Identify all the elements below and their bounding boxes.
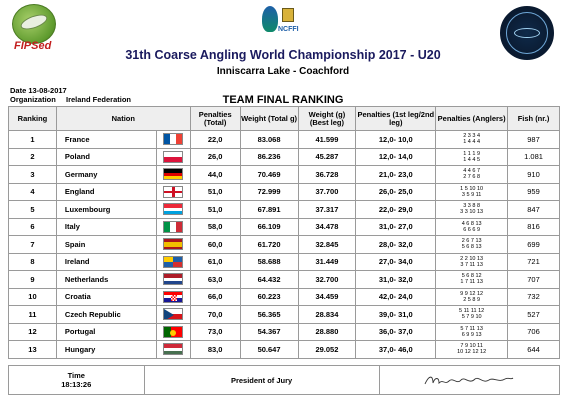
footer [8,365,560,395]
rank-cell: 7 [9,236,57,254]
best-leg-cell: 34.478 [298,218,356,236]
best-leg-cell: 28.880 [298,323,356,341]
best-leg-cell: 45.287 [298,148,356,166]
fish-cell: 644 [508,341,560,359]
legs-cell: 12,0- 10,0 [356,131,436,149]
weight-cell: 86.236 [240,148,298,166]
anglers-cell [436,183,508,201]
penalties-cell: 73,0 [190,323,240,341]
legs-cell: 28,0- 32,0 [356,236,436,254]
anglers-leg1: 2 2 10 13 [460,255,484,262]
anglers-leg2: 2 7 6 8 [463,174,481,181]
best-leg-cell: 31.449 [298,253,356,271]
czech-flag-icon [163,308,183,320]
nation-cell: Netherlands [56,271,156,289]
legs-cell: 31,0- 27,0 [356,218,436,236]
fish-cell: 987 [508,131,560,149]
table-row [9,183,560,201]
ranking-title: TEAM FINAL RANKING [222,94,344,106]
weight-cell: 70.469 [240,166,298,184]
nation-cell: Poland [56,148,156,166]
anglers-leg2: 1 4 4 5 [463,156,481,163]
table-row [9,166,560,184]
best-leg-cell: 34.459 [298,288,356,306]
fish-cell: 721 [508,253,560,271]
time-value: 18:13:26 [61,380,92,389]
germany-flag-icon [163,168,183,180]
fish-cell: 847 [508,201,560,219]
ireland-flag-icon [163,256,183,268]
anglers-leg2: 10 12 12 12 [457,349,487,356]
fish-cell: 527 [508,306,560,324]
jury-label: President of Jury [230,375,293,385]
rank-cell: 11 [9,306,57,324]
anglers-leg1: 4 6 8 13 [461,220,482,227]
nation-cell: Portugal [56,323,156,341]
netherlands-flag-icon [163,273,183,285]
england-flag-icon [163,186,183,198]
legs-cell: 42,0- 24,0 [356,288,436,306]
flag-cell [156,288,190,306]
weight-cell: 58.688 [240,253,298,271]
fish-cell: 706 [508,323,560,341]
col-nation: Nation [56,107,190,131]
anglers-cell [436,341,508,359]
table-header-row [9,107,560,131]
anglers-cell [436,306,508,324]
rank-cell: 5 [9,201,57,219]
anglers-leg1: 2 3 3 4 [463,133,481,140]
weight-cell: 54.367 [240,323,298,341]
rank-cell: 2 [9,148,57,166]
legs-cell: 31,0- 32,0 [356,271,436,289]
col-ranking: Ranking [9,107,57,131]
footer-time [9,366,145,394]
fish-cell: 959 [508,183,560,201]
best-leg-cell: 41.599 [298,131,356,149]
table-row [9,341,560,359]
weight-cell: 64.432 [240,271,298,289]
italy-flag-icon [163,221,183,233]
flag-cell [156,218,190,236]
anglers-leg1: 5 11 11 12 [459,308,485,315]
page-title: 31th Coarse Angling World Championship 2017 - U20 [125,48,441,62]
nation-cell: Czech Republic [56,306,156,324]
rank-cell: 8 [9,253,57,271]
anglers-leg2: 1 7 11 13 [460,279,483,286]
weight-cell: 67.891 [240,201,298,219]
flag-cell [156,341,190,359]
penalties-cell: 63,0 [190,271,240,289]
anglers-cell [436,148,508,166]
venue-subtitle: Inniscarra Lake - Coachford [216,66,350,77]
penalties-cell: 44,0 [190,166,240,184]
table-row [9,218,560,236]
rank-cell: 3 [9,166,57,184]
flag-cell [156,236,190,254]
penalties-cell: 60,0 [190,236,240,254]
weight-cell: 50.647 [240,341,298,359]
flag-cell [156,148,190,166]
nation-cell: Luxembourg [56,201,156,219]
legs-cell: 27,0- 34,0 [356,253,436,271]
anglers-cell [436,253,508,271]
flag-cell [156,306,190,324]
fipsed-logo-label: FIPSed [14,40,52,52]
weight-cell: 72.999 [240,183,298,201]
col-anglers: Penalties (Anglers) [436,107,508,131]
france-flag-icon [163,133,183,145]
portugal-flag-icon [163,326,183,338]
anglers-cell [436,218,508,236]
legs-cell: 37,0- 46,0 [356,341,436,359]
flag-cell [156,201,190,219]
rank-cell: 9 [9,271,57,289]
table-row [9,253,560,271]
flag-cell [156,183,190,201]
anglers-leg1: 1 1 1 9 [463,150,481,157]
weight-cell: 61.720 [240,236,298,254]
organization-label: Organization [10,95,56,104]
nation-cell: Spain [56,236,156,254]
fish-cell: 816 [508,218,560,236]
anglers-leg1: 5 6 8 12 [461,273,482,280]
legs-cell: 26,0- 25,0 [356,183,436,201]
date-label: Date 13-08-2017 [10,86,67,95]
weight-cell: 83.068 [240,131,298,149]
anglers-leg2: 5 6 8 13 [461,244,482,251]
fish-cell: 1.081 [508,148,560,166]
ncffi-logo-label: NCFFI [278,26,299,33]
penalties-cell: 83,0 [190,341,240,359]
best-leg-cell: 36.728 [298,166,356,184]
legs-cell: 21,0- 23,0 [356,166,436,184]
organization-value: Ireland Federation [66,95,132,104]
signature-icon [421,371,517,389]
fish-cell: 910 [508,166,560,184]
anglers-leg2: 2 5 8 9 [463,296,481,303]
rank-cell: 6 [9,218,57,236]
anglers-leg1: 1 5 10 10 [460,185,484,192]
penalties-cell: 51,0 [190,201,240,219]
anglers-leg1: 9 9 12 12 [460,290,484,297]
penalties-cell: 26,0 [190,148,240,166]
legs-cell: 39,0- 31,0 [356,306,436,324]
ncffi-logo [258,4,308,38]
luxembourg-flag-icon [163,203,183,215]
nation-cell: Hungary [56,341,156,359]
anglers-leg1: 2 6 7 13 [461,238,482,245]
fish-cell: 699 [508,236,560,254]
best-leg-cell: 28.834 [298,306,356,324]
legs-cell: 22,0- 29,0 [356,201,436,219]
fish-cell: 732 [508,288,560,306]
best-leg-cell: 32.700 [298,271,356,289]
anglers-cell [436,236,508,254]
penalties-cell: 58,0 [190,218,240,236]
seal-fish-icon [514,28,540,38]
hungary-flag-icon [163,343,183,355]
table-row [9,131,560,149]
anglers-leg2: 5 7 9 10 [461,314,482,321]
weight-cell: 56.365 [240,306,298,324]
rank-cell: 13 [9,341,57,359]
rank-cell: 12 [9,323,57,341]
fish-cell: 707 [508,271,560,289]
anglers-leg2: 1 4 4 4 [463,139,481,146]
anglers-cell [436,323,508,341]
rank-cell: 1 [9,131,57,149]
best-leg-cell: 37.317 [298,201,356,219]
anglers-leg2: 3 5 9 11 [461,191,482,198]
anglers-leg2: 6 6 6 9 [463,226,481,233]
table-row [9,288,560,306]
legs-cell: 12,0- 14,0 [356,148,436,166]
col-penalties: Penalties (Total) [190,107,240,131]
table-row [9,201,560,219]
flag-cell [156,131,190,149]
spain-flag-icon [163,238,183,250]
best-leg-cell: 37.700 [298,183,356,201]
footer-signature [380,366,559,394]
ranking-table [8,106,560,359]
anglers-leg2: 6 9 9 13 [461,331,482,338]
anglers-leg1: 4 4 6 7 [463,168,481,175]
legs-cell: 36,0- 37,0 [356,323,436,341]
anglers-leg1: 5 7 11 13 [460,325,483,332]
table-row [9,148,560,166]
best-leg-cell: 32.845 [298,236,356,254]
flag-cell [156,253,190,271]
footer-jury [145,366,380,394]
penalties-cell: 22,0 [190,131,240,149]
table-row [9,306,560,324]
weight-cell: 60.223 [240,288,298,306]
crest-icon [282,8,294,22]
best-leg-cell: 29.052 [298,341,356,359]
flag-cell [156,323,190,341]
time-label: Time [67,371,85,380]
weight-cell: 66.109 [240,218,298,236]
anglers-leg2: 3 3 10 13 [460,209,484,216]
nation-cell: Italy [56,218,156,236]
swan-icon [262,6,278,32]
nation-cell: Croatia [56,288,156,306]
table-row [9,323,560,341]
anglers-cell [436,271,508,289]
penalties-cell: 61,0 [190,253,240,271]
anglers-leg1: 7 9 10 11 [460,343,483,350]
anglers-leg2: 3 7 11 13 [460,261,483,268]
col-best-leg: Weight (g) (Best leg) [298,107,356,131]
rank-cell: 10 [9,288,57,306]
anglers-cell [436,288,508,306]
nation-cell: France [56,131,156,149]
penalties-cell: 66,0 [190,288,240,306]
croatia-flag-icon [163,291,183,303]
table-row [9,271,560,289]
col-legs: Penalties (1st leg/2nd leg) [356,107,436,131]
col-fish: Fish (nr.) [508,107,560,131]
anglers-cell [436,166,508,184]
flag-cell [156,271,190,289]
anglers-cell [436,201,508,219]
poland-flag-icon [163,151,183,163]
rank-cell: 4 [9,183,57,201]
flag-cell [156,166,190,184]
penalties-cell: 70,0 [190,306,240,324]
penalties-cell: 51,0 [190,183,240,201]
nation-cell: Ireland [56,253,156,271]
col-weight: Weight (Total g) [240,107,298,131]
anglers-cell [436,131,508,149]
anglers-leg1: 3 3 8 8 [463,203,481,210]
nation-cell: Germany [56,166,156,184]
nation-cell: England [56,183,156,201]
table-row [9,236,560,254]
